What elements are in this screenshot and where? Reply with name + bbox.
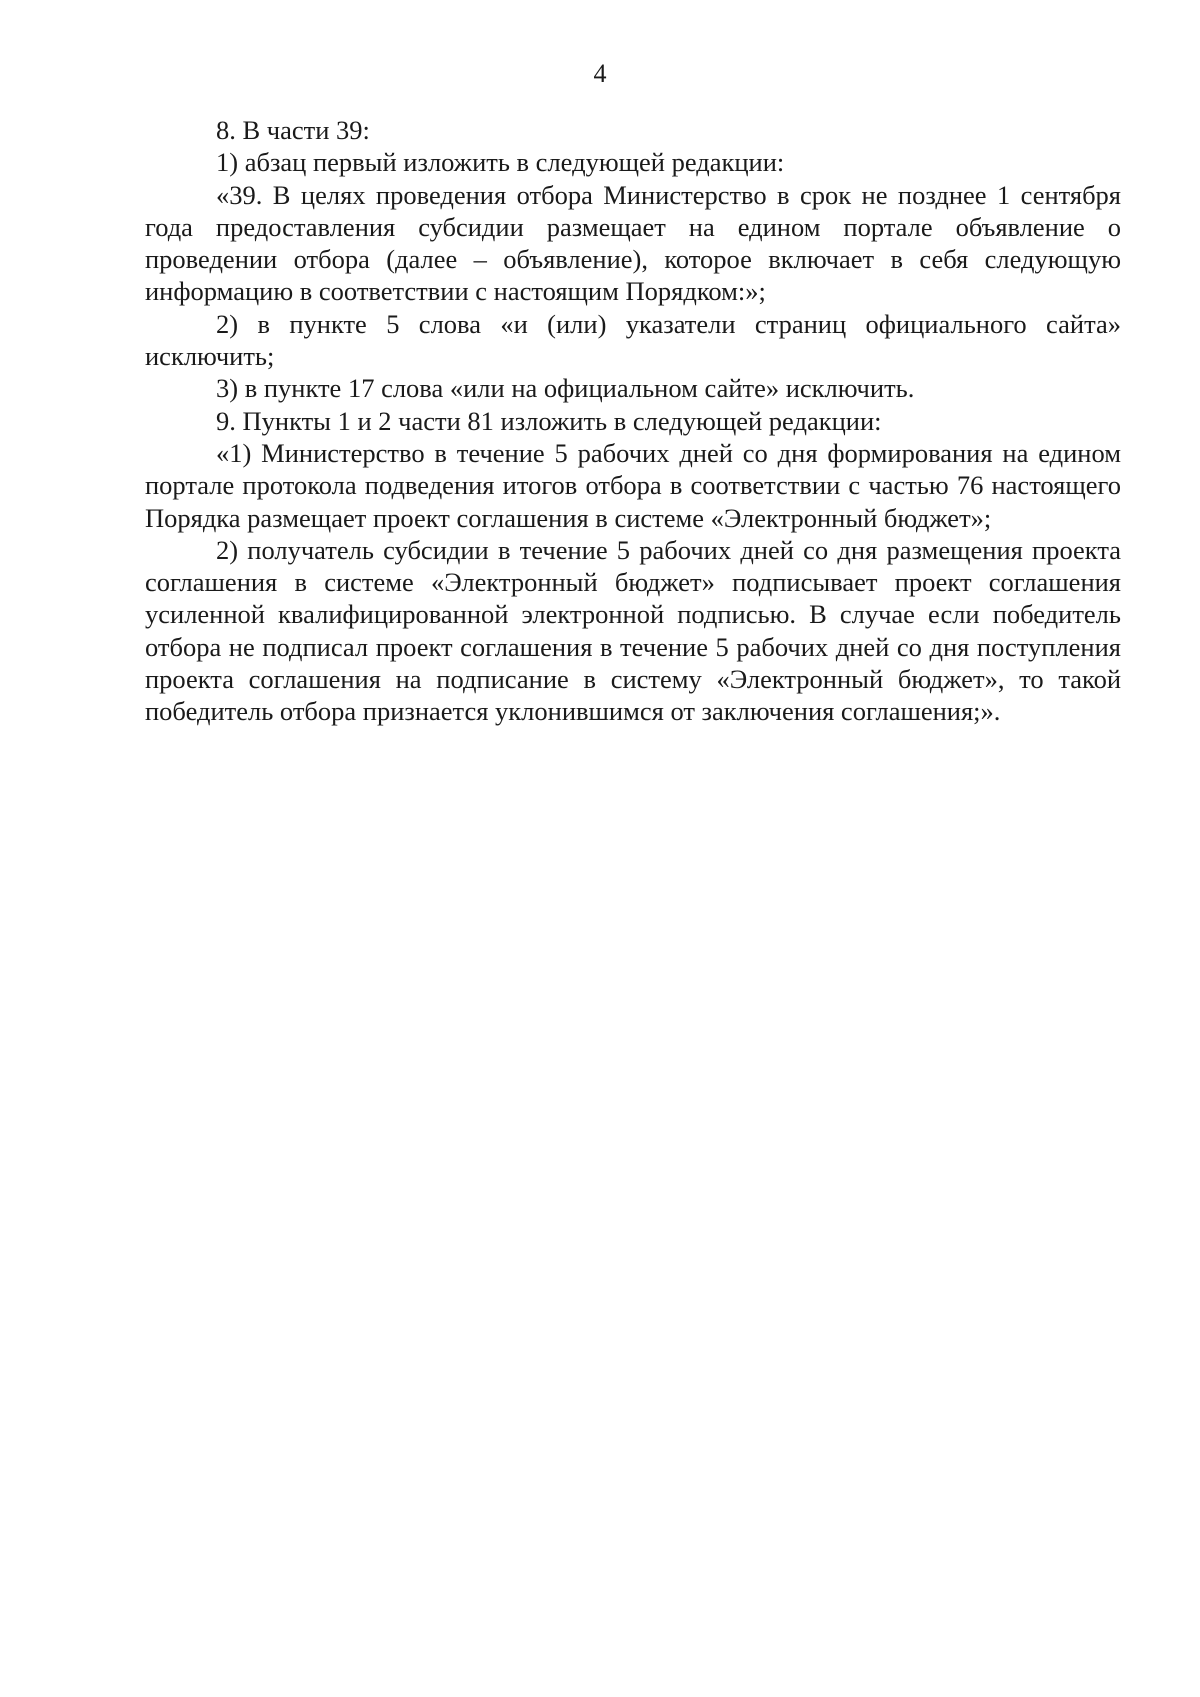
paragraph-item-9: 9. Пункты 1 и 2 части 81 изложить в следующей редакции: — [216, 405, 882, 436]
paragraph-subitem-1: 1) абзац первый изложить в следующей редакции: — [216, 147, 785, 178]
paragraph-subitem-3: 3) в пункте 17 слова «или на официальном сайте» исключить. — [216, 373, 915, 404]
page-number: 4 — [593, 59, 607, 88]
paragraph-subitem-2: 2) в пункте 5 слова «и (или) указатели страниц официального сайта» исключить; — [145, 308, 1121, 372]
paragraph-item-8: 8. В части 39: — [216, 115, 370, 145]
paragraph-quote-39: «39. В целях проведения отбора Министерство в срок не позднее 1 сентября года предоставления субсидии размещает на едином портале объявление о проведении отбора (далее – объявление), которое включает в себя следующую информацию в соответствии с настоящим Порядком:»; — [145, 179, 1121, 307]
document-body — [145, 114, 1121, 728]
paragraph-quote-81-2: 2) получатель субсидии в течение 5 рабочих дней со дня размещения проекта соглашения в системе «Электронный бюджет» подписывает проект соглашения усиленной квалифицированной электронной подписью. В случае если победитель отбора не подписал проект соглашения в течение 5 рабочих дней со дня поступления проекта соглашения на подписание в систему «Электронный бюджет», то такой победитель отбора признается уклонившимся от заключения соглашения;». — [145, 534, 1121, 727]
paragraph-quote-81-1: «1) Министерство в течение 5 рабочих дней со дня формирования на едином портале протокола подведения итогов отбора в соответствии с частью 76 настоящего Порядка размещает проект соглашения в системе «Электронный бюджет»; — [145, 437, 1121, 533]
